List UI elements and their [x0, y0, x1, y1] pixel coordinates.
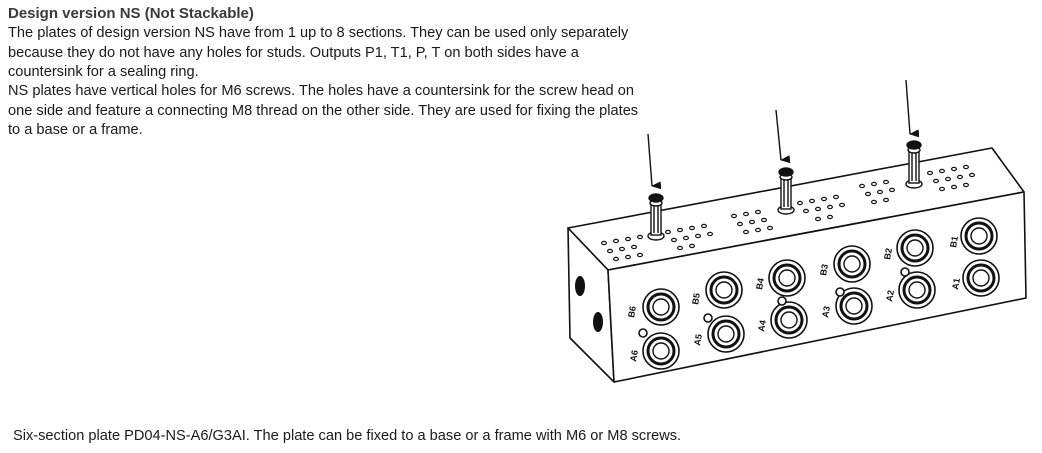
port-label-a3: A3 [820, 305, 832, 319]
port-label-b2: B2 [882, 247, 894, 261]
port-b2 [897, 230, 933, 266]
description-paragraph-2: NS plates have vertical holes for M6 screws. The holes have a countersink for the screw head on one side and feature a connecting M8 thread on the other side. They are used for fixing the plates to a base or a frame. [8, 83, 639, 138]
port-a5 [708, 316, 744, 352]
port-label-a5: A5 [692, 333, 704, 347]
port-a6 [643, 333, 679, 369]
port-label-a6: A6 [628, 349, 640, 363]
mounting-screw-3 [906, 141, 922, 188]
port-b4 [769, 260, 805, 296]
port-label-a4: A4 [756, 319, 768, 333]
port-label-b5: B5 [690, 292, 702, 306]
port-label-b6: B6 [626, 305, 638, 319]
port-a4 [771, 302, 807, 338]
arrow-down-icon [648, 134, 652, 186]
port-label-b1: B1 [948, 235, 960, 249]
port-b6 [643, 289, 679, 325]
port-label-a2: A2 [884, 289, 896, 303]
port-a2 [899, 272, 935, 308]
figure-caption: Six-section plate PD04-NS-A6/G3AI. The plate can be fixed to a base or a frame with M6 or M8 screws. [13, 428, 682, 444]
port-label-b4: B4 [754, 277, 766, 291]
port-b5 [706, 272, 742, 308]
port-label-a1: A1 [950, 277, 962, 291]
description-paragraph-1: The plates of design version NS have from 1 up to 8 sections. They can be used only separately because they do not have any holes for studs. Outputs P1, T1, P, T on both sides have a countersink for a sealing ring. [8, 25, 629, 80]
port-label-b3: B3 [818, 263, 830, 277]
mounting-screw-1 [648, 194, 664, 240]
mounting-screw-2 [778, 168, 794, 214]
arrow-down-icon [776, 110, 781, 160]
port-b3 [834, 246, 870, 282]
port-a1 [963, 260, 999, 296]
section-heading: Design version NS (Not Stackable) [8, 5, 254, 22]
arrow-down-icon [906, 80, 910, 134]
port-b1 [961, 218, 997, 254]
